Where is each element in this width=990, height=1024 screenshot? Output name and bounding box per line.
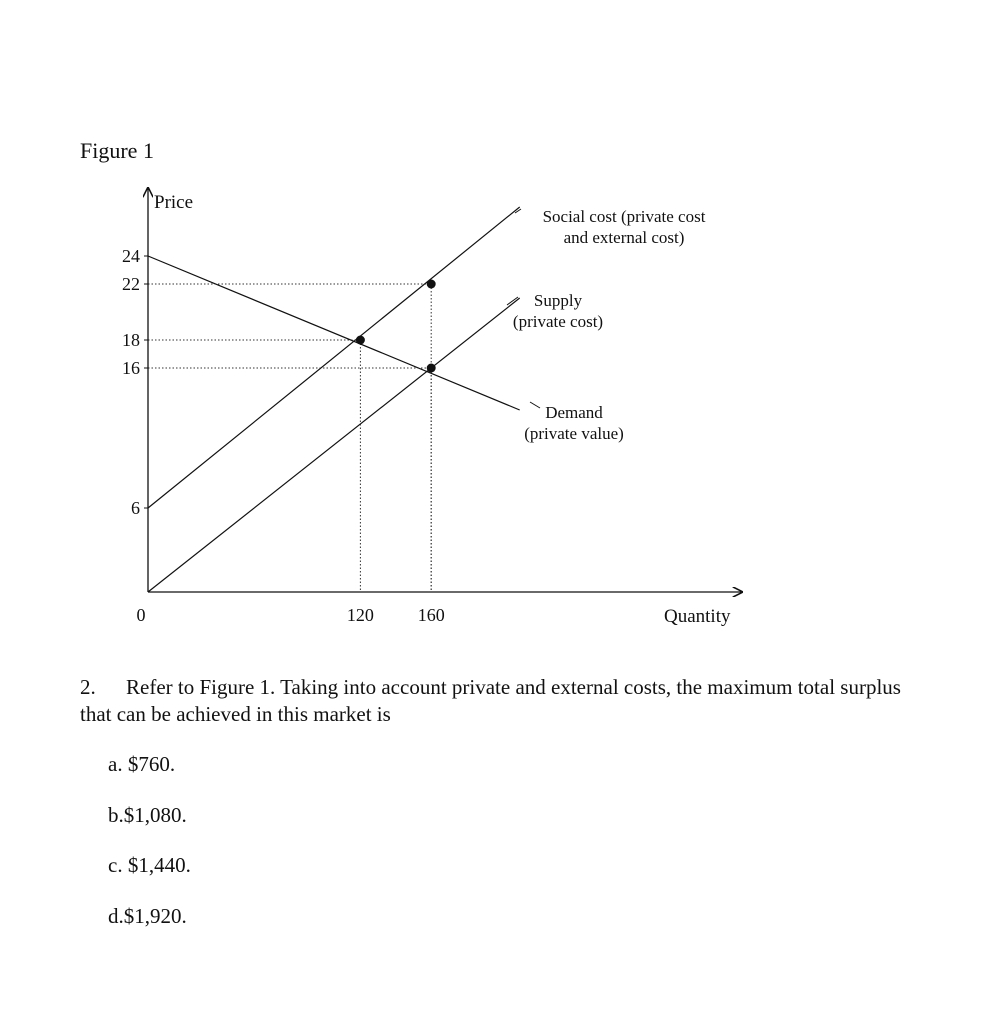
- point-social-optimum: [356, 336, 365, 345]
- y-tick-label: 24: [122, 246, 140, 266]
- x-tick-label: 160: [417, 605, 445, 625]
- option-label: c.: [108, 853, 123, 877]
- option-value: $1,920.: [123, 904, 187, 928]
- series-label-demand: Demand: [545, 403, 603, 422]
- question-text: Refer to Figure 1. Taking into account private and external costs, the maximum total surplus that can be achieved in this market is: [80, 675, 901, 726]
- series-label-supply: (private cost): [512, 312, 604, 331]
- y-tick-label: 18: [122, 330, 140, 350]
- y-tick-label: 16: [122, 358, 140, 378]
- point-market-equilibrium: [427, 364, 436, 373]
- option-value: $1,440.: [127, 853, 191, 877]
- option-a[interactable]: [108, 752, 175, 777]
- series-line-social-cost: [148, 207, 520, 508]
- option-c[interactable]: [108, 853, 191, 878]
- series-label-social-cost: Social cost (private cost: [542, 207, 706, 226]
- y-tick-label: 22: [122, 274, 140, 294]
- option-label: d.: [108, 904, 124, 928]
- y-tick-label: 6: [131, 498, 140, 518]
- series-line-demand: [148, 256, 520, 410]
- x-tick-label: 120: [346, 605, 374, 625]
- y-axis-label: Price: [154, 192, 194, 213]
- option-b[interactable]: [108, 803, 187, 828]
- figure-title: Figure 1: [80, 138, 154, 163]
- point-social-cost-at-160: [427, 280, 436, 289]
- series-line-supply: [148, 298, 520, 592]
- option-d[interactable]: [108, 904, 187, 929]
- option-value: $1,080.: [123, 803, 187, 827]
- series-label-demand: (private value): [524, 424, 624, 443]
- series-label-supply: Supply: [533, 291, 583, 310]
- x-axis-label: Quantity: [664, 606, 731, 627]
- question: [80, 674, 910, 728]
- question-number: 2.: [80, 675, 96, 699]
- option-value: $760.: [127, 752, 176, 776]
- option-label: a.: [108, 752, 123, 776]
- series-label-social-cost: and external cost): [563, 228, 685, 247]
- label-leader: [530, 402, 540, 408]
- option-label: b.: [108, 803, 124, 827]
- x-tick-label: 0: [136, 605, 146, 625]
